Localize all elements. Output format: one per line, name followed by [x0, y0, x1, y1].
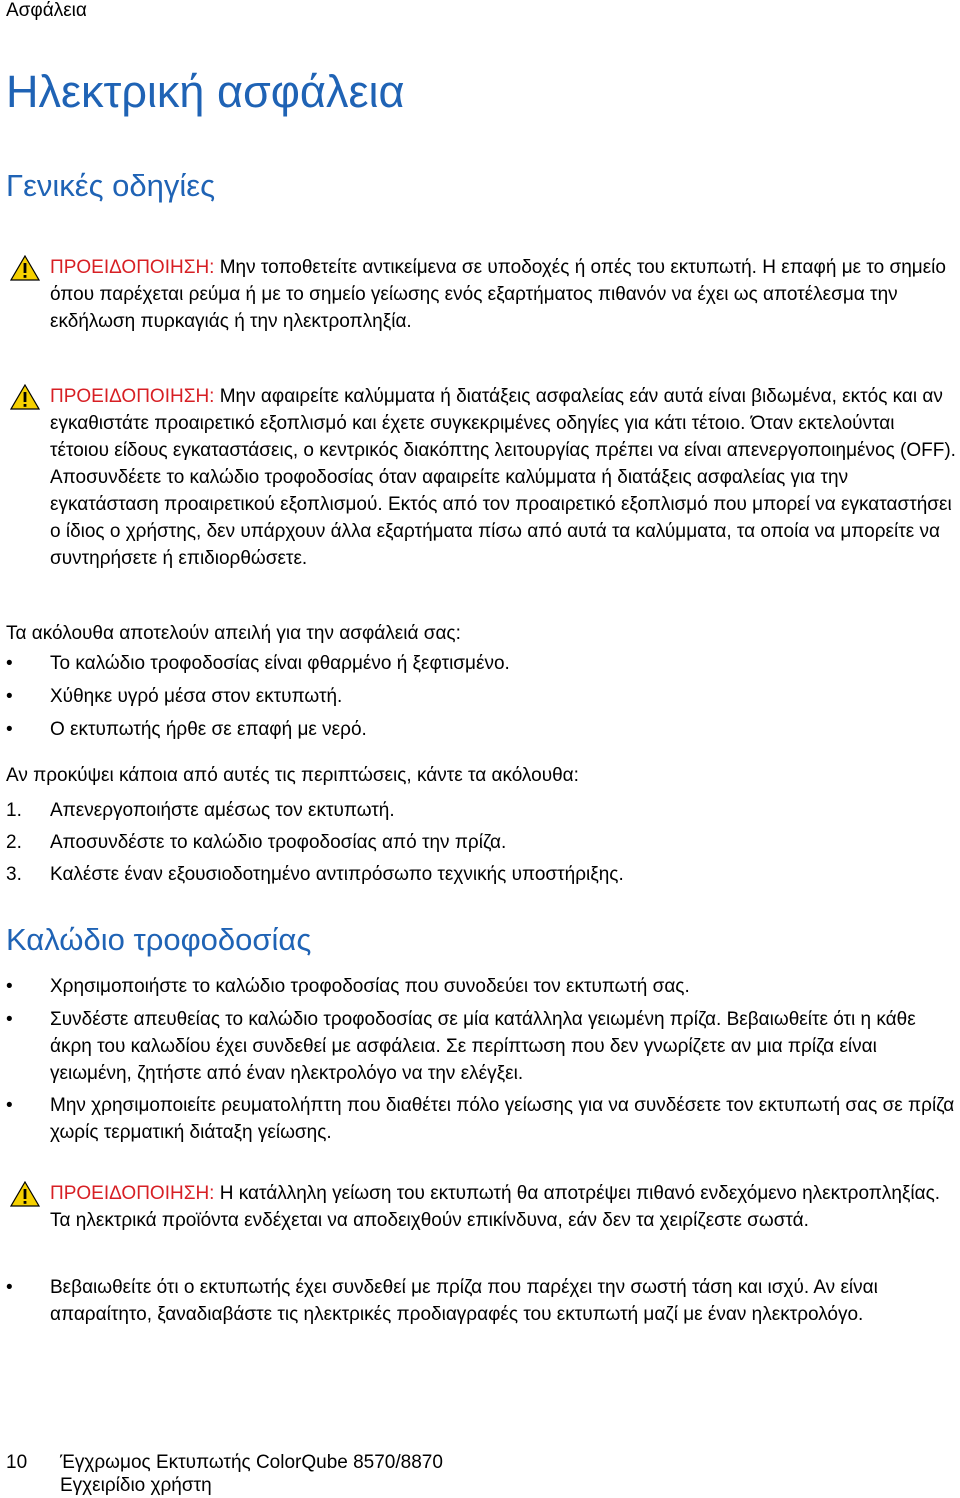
warning-label: ΠΡΟΕΙΔΟΠΟΙΗΣΗ: [50, 386, 215, 407]
list-item: • Βεβαιωθείτε ότι ο εκτυπωτής έχει συνδεθεί με πρίζα που παρέχει την σωστή τάση και ισχύ. Αν είναι απαραίτητο, ξαναδιαβάστε τις ηλεκτρικές προδιαγραφές του εκτυπωτή μαζί με έναν ηλεκτρολόγο. [6, 1274, 958, 1328]
list-item: • Χρησιμοποιήστε το καλώδιο τροφοδοσίας που συνοδεύει τον εκτυπωτή σας. [6, 973, 958, 1000]
warning-text [50, 1180, 958, 1234]
warning-label: ΠΡΟΕΙΔΟΠΟΙΗΣΗ: [50, 1183, 215, 1204]
list-item: • Ο εκτυπωτής ήρθε σε επαφή με νερό. [6, 716, 958, 743]
bullet-icon: • [6, 976, 13, 997]
list-item: • Μην χρησιμοποιείτε ρευματολήπτη που διαθέτει πόλο γείωσης για να συνδέσετε τον εκτυπωτή σας σε πρίζα χωρίς τερματική διάταξη γείωσης. [6, 1092, 958, 1146]
list-item: • Συνδέστε απευθείας το καλώδιο τροφοδοσίας σε μία κατάλληλα γειωμένη πρίζα. Βεβαιωθείτε ότι η κάθε άκρη του καλωδίου έχει συνδεθεί με ασφάλεια. Σε περίπτωση που δεν γνωρίζετε αν μια πρίζα είναι γειωμένη, ζητήστε από έναν ηλεκτρολόγο να την ελέγξει. [6, 1006, 958, 1087]
actions-intro: Αν προκύψει κάποια από αυτές τις περιπτώσεις, κάντε τα ακόλουθα: [6, 765, 579, 786]
section-heading-general: Γενικές οδηγίες [6, 168, 216, 203]
warning-icon [10, 384, 40, 410]
warning-icon [10, 1181, 40, 1207]
section-heading-power: Καλώδιο τροφοδοσίας [6, 922, 312, 957]
warning-body: Η κατάλληλη γείωση του εκτυπωτή θα αποτρέψει πιθανό ενδεχόμενο ηλεκτροπληξίας. Τα ηλεκτρικά προϊόντα ενδέχεται να αποδειχθούν επικίνδυνα, εάν δεν τα χειρίζεστε σωστά. [50, 1183, 941, 1231]
warning-body: Μην τοποθετείτε αντικείμενα σε υποδοχές ή οπές του εκτυπωτή. Η επαφή με το σημείο όπου παρέχεται ρεύμα ή με το σημείο γείωσης ενός εξαρτήματος πιθανόν να έχει ως αποτέλεσμα την εκδήλωση πυρκαγιάς ή την ηλεκτροπληξία. [50, 257, 946, 332]
warning-label: ΠΡΟΕΙΔΟΠΟΙΗΣΗ: [50, 257, 215, 278]
bullet-icon: • [6, 1095, 13, 1116]
warning-text [50, 383, 958, 572]
warning-text [50, 254, 958, 335]
page-number: 10 [6, 1452, 28, 1473]
warning-icon [10, 255, 40, 281]
page-title: Ηλεκτρική ασφάλεια [6, 66, 405, 117]
warning-block [10, 383, 958, 572]
list-item: • Το καλώδιο τροφοδοσίας είναι φθαρμένο ή ξεφτισμένο. [6, 650, 958, 677]
bullet-icon: • [6, 653, 13, 674]
warning-block [10, 254, 958, 335]
list-item: 1. Απενεργοποιήστε αμέσως τον εκτυπωτή. [6, 800, 395, 821]
list-item: • Χύθηκε υγρό μέσα στον εκτυπωτή. [6, 683, 958, 710]
warning-block [10, 1180, 958, 1234]
warning-body: Μην αφαιρείτε καλύμματα ή διατάξεις ασφαλείας εάν αυτά είναι βιδωμένα, εκτός και αν εγκαθιστάτε προαιρετικό εξοπλισμό και έχετε συγκεκριμένες οδηγίες για κάτι τέτοιο. Όταν εκτελούνται τέτοιου είδους εγκαταστάσεις, ο κεντρικός διακόπτης λειτουργίας πρέπει να είναι απενεργοποιημένος (OFF). Αποσυνδέετε το καλώδιο τροφοδοσίας όταν αφαιρείτε καλύμματα ή διατάξεις ασφαλείας για την εγκατάσταση προαιρετικού εξοπλισμού. Εκτός από τον προαιρετικό εξοπλισμό που μπορεί να εγκαταστήσει ο ίδιος ο χρήστης, δεν υπάρχουν άλλα εξαρτήματα πίσω από αυτά τα καλύμματα, τα οποία να μπορείτε να συντηρήσετε ή επιδιορθώσετε. [50, 386, 956, 569]
bullet-icon: • [6, 1277, 13, 1298]
footer-product: Έγχρωμος Εκτυπωτής ColorQube 8570/8870 [60, 1452, 443, 1473]
bullet-icon: • [6, 1009, 13, 1030]
threats-intro: Τα ακόλουθα αποτελούν απειλή για την ασφάλειά σας: [6, 623, 461, 644]
running-header: Ασφάλεια [6, 0, 87, 21]
bullet-icon: • [6, 719, 13, 740]
list-item: 2. Αποσυνδέστε το καλώδιο τροφοδοσίας από την πρίζα. [6, 832, 507, 853]
bullet-icon: • [6, 686, 13, 707]
footer-guide: Εγχειρίδιο χρήστη [60, 1475, 212, 1496]
list-item: 3. Καλέστε έναν εξουσιοδοτημένο αντιπρόσωπο τεχνικής υποστήριξης. [6, 864, 624, 885]
